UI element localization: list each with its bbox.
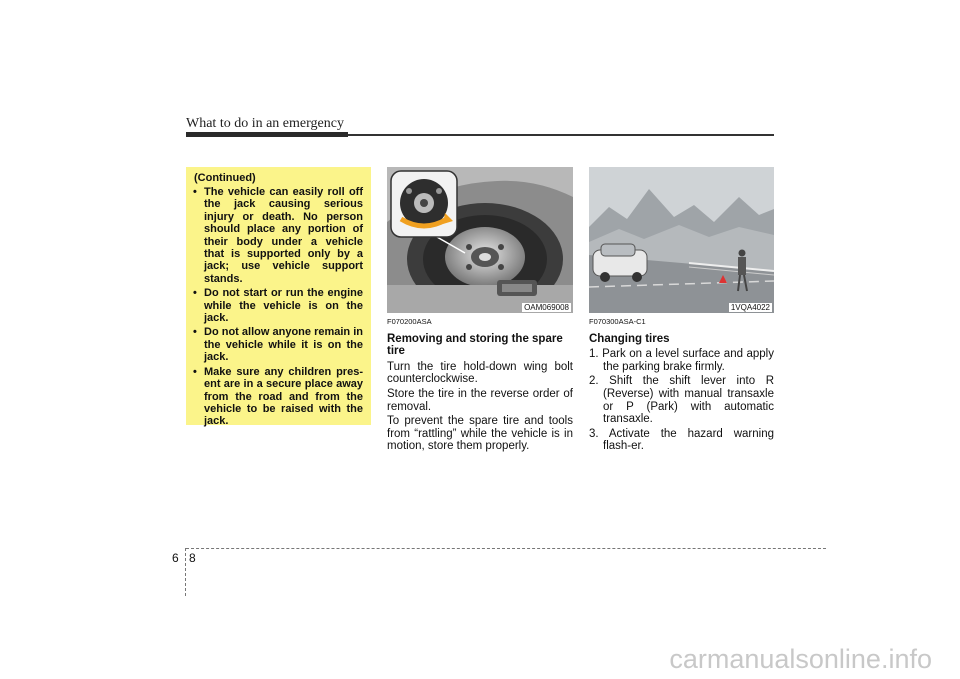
figure-code: OAM069008 [524, 303, 569, 312]
paragraph: Turn the tire hold-down wing bolt counterclockwise. [387, 360, 573, 386]
page-header-title: What to do in an emergency [186, 116, 344, 131]
section-heading: Changing tires [589, 332, 670, 345]
section-heading: Removing and storing the spare tire [387, 332, 563, 358]
warning-continued-label: (Continued) [194, 172, 256, 184]
paragraph: Store the tire in the reverse order of removal. [387, 387, 573, 413]
step: 2. Shift the shift lever into R (Reverse) with manual transaxle or P (Park) with automatic transaxle. [589, 375, 774, 426]
warning-bullet: • Do not allow anyone remain in the vehicle while it is on the jack. [193, 326, 363, 363]
page-divider [185, 548, 186, 596]
spare-tire-figure [387, 167, 573, 313]
warning-bullet: • Do not start or run the engine while the vehicle is on the jack. [193, 287, 363, 324]
footer-rule [186, 548, 826, 549]
warning-list [193, 186, 363, 430]
watermark: carmanualsonline.info [669, 644, 932, 674]
roadside-illustration [589, 167, 774, 313]
changing-tires-section [589, 316, 774, 455]
page-number: 8 [189, 551, 196, 565]
figure-code: 1VQA4022 [730, 303, 770, 312]
warning-box [186, 167, 371, 428]
section-code: F070200ASA [387, 317, 432, 326]
chapter-number: 6 [172, 551, 179, 565]
spare-tire-section [387, 316, 573, 455]
roadside-figure [589, 167, 774, 313]
step: 3. Activate the hazard warning flash-er. [589, 427, 774, 453]
warning-bullet: • Make sure any children pres-ent are in a secure place away from the road and from the vehicle to be raised with the jack. [193, 366, 363, 428]
step: 1. Park on a level surface and apply the parking brake firmly. [589, 348, 774, 373]
warning-bullet: • The vehicle can easily roll off the jack causing serious injury or death. No person should place any portion of their body under a vehicle that is supported only by a jack; use vehicle support stands. [193, 186, 363, 285]
spare-tire-illustration [387, 167, 573, 313]
header-rule-accent [186, 132, 348, 137]
section-code: F070300ASA-C1 [589, 317, 646, 326]
paragraph: To prevent the spare tire and tools from “rattling” while the vehicle is in motion, store them properly. [387, 415, 573, 453]
